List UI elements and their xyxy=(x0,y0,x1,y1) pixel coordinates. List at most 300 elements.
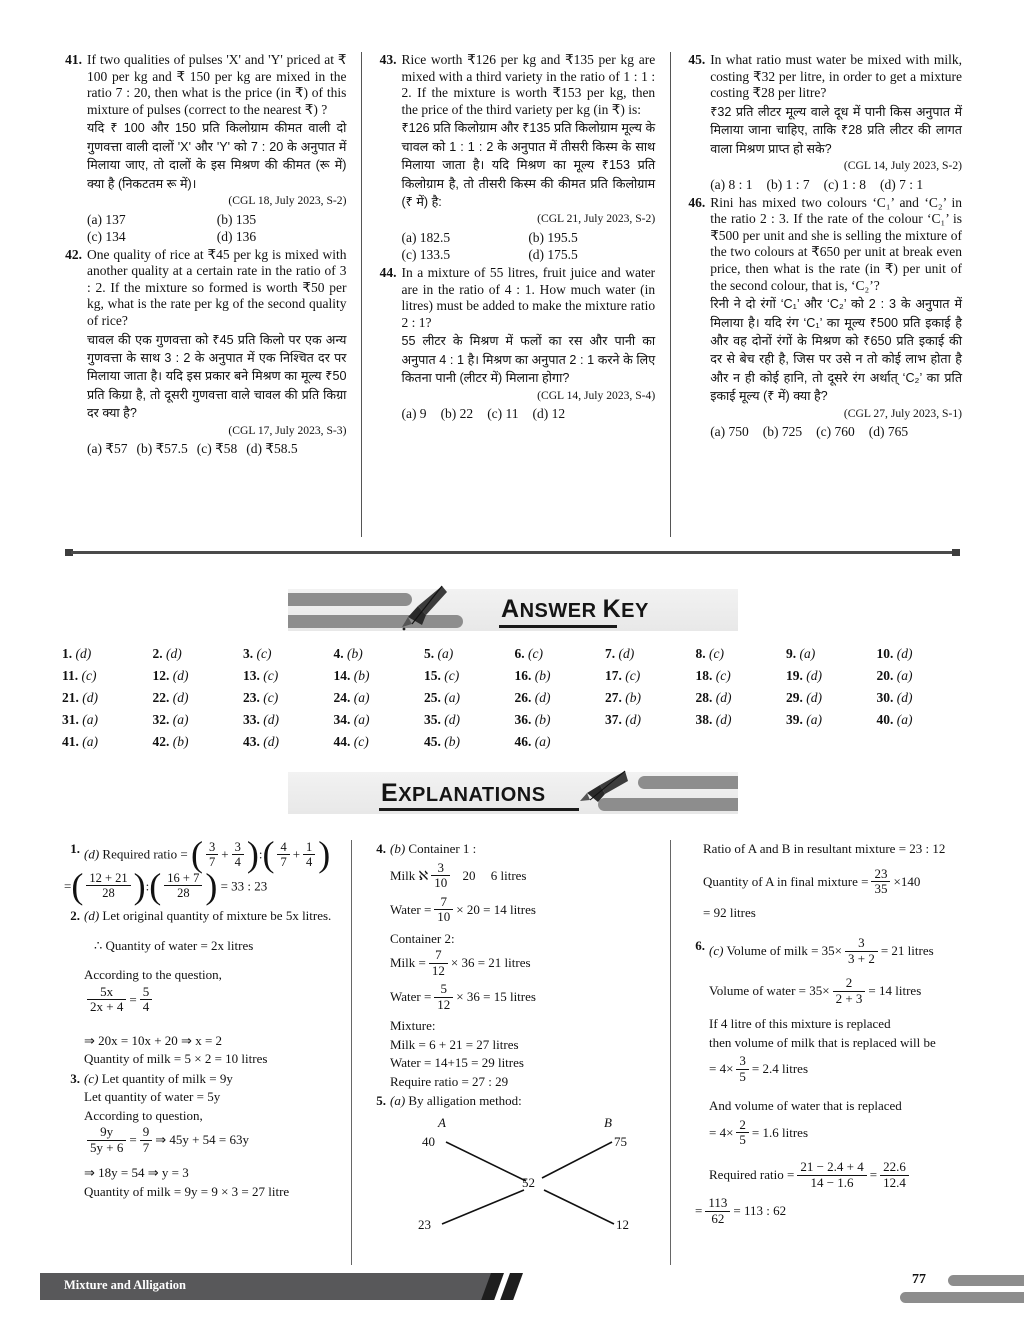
question-number: 43. xyxy=(379,52,397,67)
paren-open: ( xyxy=(190,834,203,874)
option-d[interactable]: (d) ₹58.5 xyxy=(246,441,298,457)
answer-key-entry xyxy=(243,733,334,751)
fraction-9-7 xyxy=(140,1125,153,1155)
fraction-denominator: 12.4 xyxy=(880,1175,909,1191)
ak-answer: (c) xyxy=(625,668,641,683)
water-container1-equation xyxy=(390,893,654,926)
answer-key-entry xyxy=(424,689,515,707)
ak-number: 14. xyxy=(333,668,351,683)
explanation-option: (c) xyxy=(709,943,724,959)
ak-answer: (a) xyxy=(896,712,913,727)
ak-answer: (b) xyxy=(347,646,363,661)
milk-container1-equation xyxy=(390,859,654,892)
fraction-numerator: 7 xyxy=(435,947,442,963)
ak-number: 4. xyxy=(333,646,344,661)
quantity-label: Quantity of A in final mixture = xyxy=(703,873,869,889)
ak-number: 24. xyxy=(333,690,351,705)
explanation-2 xyxy=(60,907,335,1069)
ak-number: 39. xyxy=(786,712,803,727)
ak-answer: (a) xyxy=(806,712,822,727)
water-replaced-result: = 1.6 litres xyxy=(751,1124,808,1140)
alligation-bottom-left-value: 23 xyxy=(418,1216,431,1232)
option-d[interactable]: (d) 12 xyxy=(532,406,566,422)
answer-key-entry xyxy=(424,645,515,663)
answer-key-entry xyxy=(696,689,787,707)
ak-number: 40. xyxy=(876,712,894,727)
explanations-banner xyxy=(288,772,738,814)
answer-key-entry xyxy=(515,733,606,751)
answer-key-entry xyxy=(243,711,334,729)
divider-cap-right xyxy=(952,549,960,556)
answer-key-entry xyxy=(786,711,877,729)
fraction-numerator: 3 xyxy=(739,1053,746,1069)
ak-number: 15. xyxy=(424,668,441,683)
page-number: 77 xyxy=(912,1272,926,1287)
question-source: (CGL 14, July 2023, S-4) xyxy=(537,388,656,402)
section-divider xyxy=(65,549,960,556)
ak-number: 43. xyxy=(243,734,260,749)
fraction-denominator: 7 xyxy=(277,854,289,869)
answer-key-entry xyxy=(424,733,515,751)
ak-number: 33. xyxy=(243,712,260,727)
option-c[interactable]: (c) 133.5 xyxy=(401,247,451,262)
option-c[interactable]: (c) 134 xyxy=(87,228,126,244)
ak-answer: (a) xyxy=(437,646,454,661)
ak-answer: (b) xyxy=(625,690,641,705)
ak-number: 8. xyxy=(695,646,706,661)
question-english: Rini has mixed two colours ‘C₁’ and ‘C₂’ in the ratio 2 : 3. If the rate of the colour ‘C₁’ is ₹500 per unit and she is selling the mixture of the two colours at ₹650 per unit at break even price, then what is the rate (in ₹) per unit of the second colour, that is, ‘C₂’? xyxy=(710,194,962,293)
fraction-denominator: 28 xyxy=(164,885,202,900)
explanation-5 xyxy=(366,1092,654,1234)
ak-number: 31. xyxy=(62,712,79,727)
pen-nib-icon xyxy=(398,584,450,632)
ak-answer: (a) xyxy=(82,712,98,727)
answer-key-entry xyxy=(62,711,153,729)
fraction-numerator: 5 xyxy=(142,983,150,999)
option-a[interactable]: (a) 137 xyxy=(87,211,126,227)
answer-key-entry xyxy=(515,711,606,729)
water-replaced-label: = 4× xyxy=(709,1124,734,1140)
fraction-5-12 xyxy=(434,982,453,1012)
fraction-denominator: 7 xyxy=(140,1140,153,1156)
ak-number: 18. xyxy=(695,668,713,683)
explanation-5-ratio-line: Ratio of A and B in resultant mixture = 23 : 12 xyxy=(703,841,946,856)
answer-key-entry xyxy=(62,667,153,685)
explanation-result: = 33 : 23 xyxy=(220,877,268,893)
explanations-title xyxy=(381,779,546,808)
fraction-12plus21-28 xyxy=(86,871,130,900)
answer-key-entry xyxy=(877,689,968,707)
ak-answer: (a) xyxy=(896,668,913,683)
answer-key-banner xyxy=(288,589,738,631)
answer-key-entry xyxy=(243,667,334,685)
question-text xyxy=(87,52,346,245)
ak-number: 25. xyxy=(424,690,441,705)
question-41 xyxy=(60,52,346,245)
fraction-22p6-12p4 xyxy=(880,1160,909,1190)
ak-answer: (a) xyxy=(172,712,189,727)
fraction-1-4 xyxy=(303,840,315,869)
question-text xyxy=(401,52,655,263)
milk-result: 6 litres xyxy=(490,867,527,883)
answer-key-title-ey: EY xyxy=(621,600,649,622)
alligation-top-right-value: 75 xyxy=(614,1133,627,1149)
fraction-numerator: 9 xyxy=(142,1124,150,1140)
alligation-diagram xyxy=(404,1116,654,1234)
final-ratio-result: = 113 : 62 xyxy=(733,1203,787,1219)
answer-key-entry xyxy=(153,645,244,663)
explanation-number: 5. xyxy=(376,1093,386,1109)
explanation-line: Quantity of milk = 5 × 2 = 10 litres xyxy=(84,1051,268,1067)
option-b[interactable]: (b) 135 xyxy=(216,211,257,227)
fraction-denominator: 28 xyxy=(86,885,130,900)
milk-rest: × 36 = 21 litres xyxy=(450,955,531,971)
ak-number: 22. xyxy=(152,690,170,705)
answer-key-entry xyxy=(515,667,606,685)
option-a[interactable]: (a) 182.5 xyxy=(401,230,451,245)
question-text xyxy=(87,247,346,458)
milk-replaced-equation xyxy=(709,1055,960,1085)
ak-number: 45. xyxy=(424,734,441,749)
explanation-number: 3. xyxy=(70,1070,80,1086)
answer-key-entry xyxy=(515,689,606,707)
ak-number: 19. xyxy=(786,668,803,683)
explanation-equation: $\frac{5x}{2x + 4}$ = $\frac{5}{4}$ xyxy=(84,986,335,1016)
fraction-3-10 xyxy=(431,861,450,891)
answer-key-entry xyxy=(877,645,968,663)
paren-open: ( xyxy=(262,834,275,874)
questions-area xyxy=(60,52,970,537)
ak-answer: (b) xyxy=(444,734,460,749)
explanation-number: 1. xyxy=(70,841,80,856)
explanations-column-2 xyxy=(351,840,664,1265)
fraction-numerator: 22.6 xyxy=(883,1158,906,1174)
water-label: Water = xyxy=(390,989,432,1005)
banner-bar-top xyxy=(638,776,738,789)
option-c[interactable]: (c) 760 xyxy=(816,424,855,440)
fraction-5-4 xyxy=(140,985,153,1015)
option-a[interactable]: (a) ₹57 xyxy=(87,441,128,457)
answer-key-title-a: A xyxy=(501,595,520,623)
ak-answer: (a) xyxy=(444,690,460,705)
ak-number: 23. xyxy=(243,690,260,705)
question-hindi: 55 लीटर के मिश्रण में फलों का रस और पानी का अनुपात 4 : 1 है। मिश्रण का अनुपात 2 : 1 करने के लिए कितना पानी (लीटर में) मिलाना होगा? xyxy=(401,334,656,386)
ak-number: 20. xyxy=(876,668,894,683)
milk-volume-result: = 21 litres xyxy=(880,943,934,959)
ak-number: 5. xyxy=(424,646,435,661)
water-volume-result: = 14 litres xyxy=(868,983,922,999)
answer-key-entry xyxy=(334,645,425,663)
explanation-line xyxy=(84,907,335,925)
water-volume-label: Volume of water = 35× xyxy=(709,983,830,999)
explanation-option: (d) xyxy=(84,908,100,924)
answer-key-entry xyxy=(605,689,696,707)
explanation-body xyxy=(84,1070,335,1202)
explanation-equation: $\frac{9y}{5y + 6}$ = $\frac{9}{7}$ ⇒ 45y + 54 = 63y xyxy=(84,1126,335,1156)
explanations-title-e: E xyxy=(381,779,399,807)
explanation-6 xyxy=(685,937,960,1228)
answer-key-entry xyxy=(605,667,696,685)
question-english: If two qualities of pulses 'X' and 'Y' priced at ₹ 100 per kg and ₹ 150 per kg are mixed in the ratio 7 : 20, then what is the price (in ₹) of this mixture of pulses (correct to the nearest ₹) ? xyxy=(87,52,347,117)
explanations-area xyxy=(60,834,970,1265)
question-number: 42. xyxy=(65,246,82,262)
fraction-23-35 xyxy=(871,867,890,897)
answer-key-entry xyxy=(515,645,606,663)
answer-key-entry xyxy=(605,645,696,663)
explanation-tail: ⇒ 45y + 54 = 63y xyxy=(155,1132,249,1148)
answer-key-entry xyxy=(334,689,425,707)
ak-answer: (b) xyxy=(353,668,370,683)
explanation-line xyxy=(390,840,654,858)
ak-answer: (a) xyxy=(353,712,370,727)
fraction-denominator: 5 xyxy=(736,1069,749,1085)
explanation-5-quantity-line xyxy=(703,865,960,898)
ak-answer: (d) xyxy=(896,690,913,705)
fraction-9y-5y6 xyxy=(87,1125,126,1155)
explanations-title-underline xyxy=(379,808,579,811)
fraction-denominator: 10 xyxy=(434,909,453,925)
ak-number: 30. xyxy=(876,690,894,705)
water-label: Water = xyxy=(390,901,432,917)
option-b[interactable]: (b) 22 xyxy=(440,406,474,422)
fraction-3-4 xyxy=(232,840,244,869)
footer-bar-bottom xyxy=(900,1292,1024,1303)
question-number: 44. xyxy=(379,265,397,280)
question-source: (CGL 18, July 2023, S-2) xyxy=(228,194,347,207)
footer-chapter-title: Mixture and Alligation xyxy=(64,1278,187,1292)
ak-answer: (d) xyxy=(263,734,279,749)
ak-number: 11. xyxy=(62,668,79,683)
option-d[interactable]: (d) 136 xyxy=(216,228,257,244)
ak-answer: (b) xyxy=(172,734,189,749)
ak-answer: (c) xyxy=(263,690,279,705)
ak-number: 36. xyxy=(514,712,532,727)
questions-column-2 xyxy=(361,52,663,537)
ak-answer: (d) xyxy=(75,646,92,661)
explanation-number: 6. xyxy=(695,938,705,954)
option-b[interactable]: (b) 725 xyxy=(762,424,803,440)
explanation-body xyxy=(84,907,335,1069)
option-d[interactable]: (d) 175.5 xyxy=(528,247,578,262)
ak-answer: (c) xyxy=(263,668,279,683)
answer-key-title-nswer: NSWER xyxy=(519,600,603,622)
answer-key-entry xyxy=(424,711,515,729)
fraction-numerator: 7 xyxy=(440,893,448,909)
option-b[interactable]: (b) 195.5 xyxy=(528,230,578,245)
option-d[interactable]: (d) 7 : 1 xyxy=(880,176,924,192)
footer-chevron-2 xyxy=(500,1273,523,1300)
answer-key-title-underline xyxy=(499,625,617,628)
fraction-denominator: 3 + 2 xyxy=(845,951,878,967)
ak-number: 26. xyxy=(514,690,532,705)
question-english: One quality of rice at ₹45 per kg is mixed with another quality at a certain rate in the ratio of 3 : 2. If the mixture so formed is worth ₹50 per kg, what is the rate per kg of the second quality of rice? xyxy=(87,246,347,328)
fraction-denominator: 12 xyxy=(434,997,453,1013)
answer-key-entry xyxy=(153,733,244,751)
fraction-4-7 xyxy=(277,840,289,869)
fraction-denominator: 12 xyxy=(429,963,448,979)
question-hindi: ₹126 प्रति किलोग्राम और ₹135 प्रति किलोग्राम मूल्य के चावल को 1 : 1 : 2 के अनुपात में तीसरी किस्म के साथ मिलाया जाता है। यदि मिश्रण का मूल्य ₹153 प्रति किलोग्राम है, तो तीसरी किस्म की कीमत प्रति किलोग्राम (₹ में) है: xyxy=(401,121,656,209)
ak-answer: (d) xyxy=(715,690,732,705)
ak-number: 32. xyxy=(152,712,170,727)
milk-multiplier: 20 xyxy=(462,867,476,883)
ak-number: 10. xyxy=(876,646,894,661)
ak-number: 12. xyxy=(152,668,170,683)
ak-number: 44. xyxy=(333,734,351,749)
option-a[interactable]: (a) 8 : 1 xyxy=(710,176,753,192)
explanation-line xyxy=(84,1070,335,1088)
ak-answer: (b) xyxy=(534,668,551,683)
fraction-numerator: 16 + 7 xyxy=(167,871,200,886)
milk-label: Milk = xyxy=(390,955,426,971)
milk-container2-equation xyxy=(390,949,654,979)
fraction-2-2plus3 xyxy=(833,976,866,1006)
explanation-5-result: = 92 litres xyxy=(703,904,756,920)
ak-number: 28. xyxy=(695,690,713,705)
options-list xyxy=(87,211,346,245)
milk-label: Milk xyxy=(390,867,416,883)
fraction-denominator: 35 xyxy=(871,881,890,897)
ak-answer: (d) xyxy=(806,690,822,705)
answer-key-entry xyxy=(877,667,968,685)
ak-answer: (d) xyxy=(263,712,279,727)
fraction-113-62 xyxy=(705,1196,730,1226)
milk-replaced-label: = 4× xyxy=(709,1061,734,1077)
ak-number: 7. xyxy=(605,646,616,661)
fraction-numerator: 1 xyxy=(306,839,313,854)
answer-key-entry xyxy=(243,645,334,663)
option-a[interactable]: (a) 750 xyxy=(710,424,749,440)
fraction-3-7 xyxy=(206,840,218,869)
fraction-16plus7-28 xyxy=(164,871,202,900)
ak-number: 2. xyxy=(152,646,163,661)
fraction-denominator: 10 xyxy=(431,875,450,891)
alligation-top-left-value: 40 xyxy=(422,1133,435,1149)
answer-key-entry xyxy=(334,711,425,729)
paren-close: ) xyxy=(205,865,218,906)
explanation-line: According to question, xyxy=(84,1107,203,1123)
fraction-numerator: 12 + 21 xyxy=(89,871,128,886)
options-list xyxy=(401,405,655,422)
answer-key-entry xyxy=(334,733,425,751)
ak-number: 41. xyxy=(62,734,79,749)
ak-answer: (d) xyxy=(534,690,551,705)
answer-key-entry xyxy=(424,667,515,685)
ak-answer: (d) xyxy=(166,646,182,661)
water-container2-equation xyxy=(390,983,654,1013)
options-list xyxy=(87,440,346,457)
questions-column-3 xyxy=(670,52,970,537)
alligation-label-b: B xyxy=(604,1114,612,1130)
question-source: (CGL 17, July 2023, S-3) xyxy=(228,423,347,437)
ak-answer: (c) xyxy=(256,646,272,661)
option-d[interactable]: (d) 765 xyxy=(868,424,909,440)
ak-number: 35. xyxy=(424,712,441,727)
answer-key-entry xyxy=(696,645,787,663)
options-list xyxy=(710,176,962,193)
ak-answer: (d) xyxy=(172,690,189,705)
questions-column-1 xyxy=(60,52,354,537)
option-b[interactable]: (b) ₹57.5 xyxy=(136,441,188,457)
question-source: (CGL 14, July 2023, S-2) xyxy=(843,159,962,172)
fraction-numerator: 5 xyxy=(440,981,448,997)
alligation-bottom-right-value: 12 xyxy=(616,1216,629,1232)
ak-answer: (c) xyxy=(528,646,543,661)
fraction-numerator: 4 xyxy=(280,839,287,854)
fraction-3-5 xyxy=(736,1054,749,1084)
alligation-mean-value: 52 xyxy=(522,1174,535,1190)
explanation-line: Quantity of milk = 9y = 9 × 3 = 27 litre xyxy=(84,1183,290,1199)
required-ratio-equation: Required ratio = $\frac{21 - 2.4 + 4}{14 - 1.6}$ = $\frac{22.6}{12.4}$ xyxy=(709,1161,960,1191)
explanation-4 xyxy=(366,840,654,1091)
explanation-number: 4. xyxy=(376,841,386,856)
ak-number: 9. xyxy=(786,646,797,661)
options-list xyxy=(401,229,655,263)
answer-key-entry xyxy=(334,667,425,685)
question-number: 45. xyxy=(688,52,706,67)
ak-number: 1. xyxy=(62,646,73,661)
answer-key-entry xyxy=(605,711,696,729)
option-c[interactable]: (c) 11 xyxy=(487,406,519,422)
option-c[interactable]: (c) ₹58 xyxy=(196,441,238,457)
question-hindi: चावल की एक गुणवत्ता को ₹45 प्रति किलो पर एक अन्य गुणवत्ता के साथ 3 : 2 के अनुपात में एक निश्चित दर पर मिलाया जाता है। यदि इस प्रकार बने मिश्रण का मूल्य ₹50 प्रति किग्रा है, तो दूसरी गुणवत्ता वाले चावल की प्रति किग्रा दर क्या है? xyxy=(87,332,347,421)
fraction-numerator: 5x xyxy=(100,983,114,999)
fraction-7-12 xyxy=(429,948,448,978)
ak-number: 21. xyxy=(62,690,79,705)
fraction-2-5 xyxy=(736,1118,749,1148)
explanation-text: Let quantity of milk = 9y xyxy=(101,1070,233,1086)
fraction-denominator: 4 xyxy=(303,854,315,869)
ak-number: 34. xyxy=(333,712,351,727)
answer-key-entry xyxy=(877,711,968,729)
explanation-body xyxy=(390,840,654,1091)
answer-key-entry xyxy=(62,689,153,707)
explanation-line: ⇒ 20x = 10x + 20 ⇒ x = 2 xyxy=(84,1032,223,1048)
question-text xyxy=(710,52,962,193)
ak-answer: (d) xyxy=(896,646,913,661)
final-ratio-equation: = $\frac{113}{62}$ = 113 : 62 xyxy=(695,1195,787,1226)
answer-key-entry xyxy=(153,711,244,729)
option-a[interactable]: (a) 9 xyxy=(401,406,427,422)
explanation-3 xyxy=(60,1070,335,1202)
ak-answer: (a) xyxy=(82,734,98,749)
fraction-denominator: 4 xyxy=(140,999,153,1015)
explanation-line: then volume of milk that is replaced will be xyxy=(709,1034,936,1050)
question-english: Rice worth ₹126 per kg and ₹135 per kg are mixed with a third variety in the ratio of 1 : 1 : 2. If the mixture is worth ₹153 per kg, then the price of the third variety per kg (in ₹) is: xyxy=(401,52,656,117)
required-ratio-label: Required ratio = xyxy=(709,1167,795,1182)
question-hindi: यदि ₹ 100 और 150 प्रति किलोग्राम कीमत वाली दो गुणवत्ता वाली दालों 'X' और 'Y' को 7 : 20 के अनुपात में मिलाया जाए, तो दालों के इस मिश्रण की कीमत (रू में) क्या है (निकटतम रू में)। xyxy=(87,121,347,191)
milk-volume-equation xyxy=(709,937,960,967)
option-b[interactable]: (b) 1 : 7 xyxy=(766,176,810,192)
question-source: (CGL 27, July 2023, S-1) xyxy=(843,406,962,420)
paren-close: ) xyxy=(318,834,331,874)
ak-answer: (a) xyxy=(799,646,816,661)
ak-answer: (c) xyxy=(709,646,724,661)
explanation-1 xyxy=(60,834,335,906)
ak-number: 3. xyxy=(243,646,254,661)
fraction-3-3plus2 xyxy=(845,936,878,966)
explanation-lead: Required ratio = xyxy=(102,846,188,862)
ak-number: 37. xyxy=(605,712,622,727)
explanation-text: By alligation method: xyxy=(408,1093,522,1109)
explanation-line: Milk = 6 + 21 = 27 litres xyxy=(390,1036,519,1052)
question-hindi: रिनी ने दो रंगों ‘C₁’ और ‘C₂’ को 2 : 3 के अनुपात में मिलाया है। यदि रंग ‘C₁’ का मूल्य ₹500 प्रति इकाई है और वह दोनों रंगों के मिश्रण को ₹650 प्रति इकाई की दर से बेच रही है, जिस पर उसे न तो कोई लाभ होता है और न ही कोई हानि, तो दूसरे रंग अर्थात् ‘C₂’ का प्रति इकाई मूल्य (₹ में) क्या है? xyxy=(710,297,962,404)
ak-number: 29. xyxy=(786,690,803,705)
question-43 xyxy=(374,52,655,263)
fraction-numerator-expr xyxy=(797,1160,866,1190)
fraction-numerator: 3 xyxy=(208,839,216,854)
option-c[interactable]: (c) 1 : 8 xyxy=(823,176,867,192)
fraction-numerator: 3 xyxy=(234,839,241,854)
